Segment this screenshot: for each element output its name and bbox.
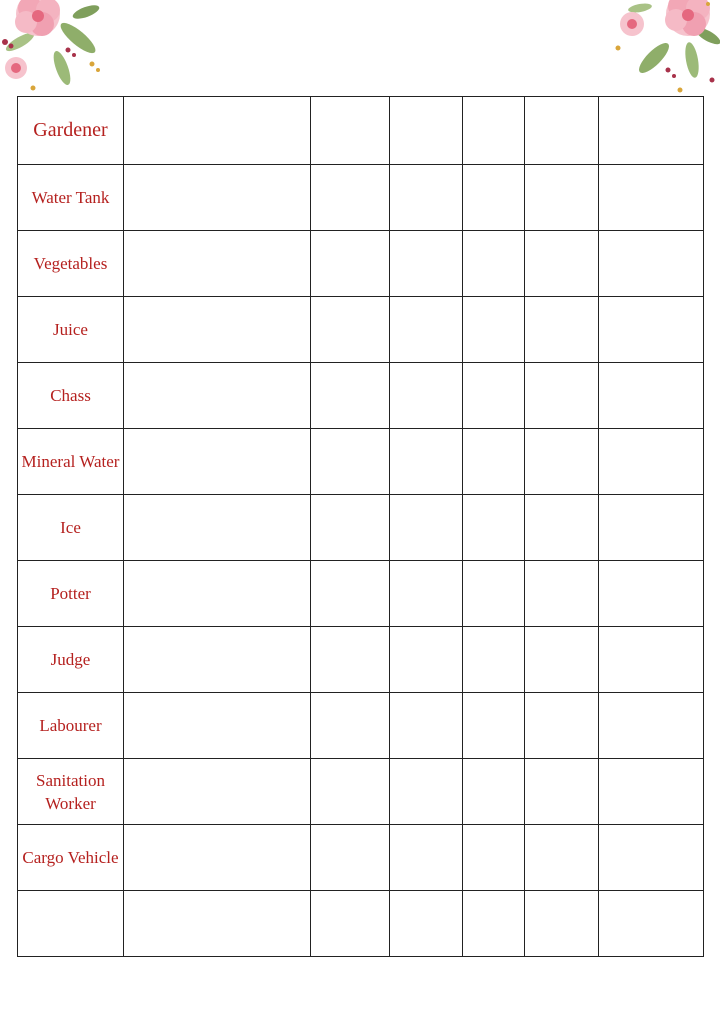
blank-cell[interactable] <box>311 495 390 561</box>
blank-cell[interactable] <box>599 495 704 561</box>
blank-cell[interactable] <box>599 759 704 825</box>
table-row <box>18 165 704 231</box>
blank-cell[interactable] <box>463 97 525 165</box>
table-row <box>18 297 704 363</box>
blank-cell[interactable] <box>311 363 390 429</box>
table-row <box>18 561 704 627</box>
table-row <box>18 825 704 891</box>
row-label-cell <box>18 891 124 957</box>
row-label: Cargo Vehicle <box>22 848 119 867</box>
blank-cell[interactable] <box>599 693 704 759</box>
blank-cell[interactable] <box>311 627 390 693</box>
blank-cell[interactable] <box>311 891 390 957</box>
blank-cell[interactable] <box>463 825 525 891</box>
row-label: Vegetables <box>33 254 108 273</box>
blank-cell[interactable] <box>525 825 599 891</box>
blank-cell[interactable] <box>390 561 463 627</box>
row-label: Water Tank <box>31 188 110 207</box>
blank-cell[interactable] <box>463 561 525 627</box>
blank-cell[interactable] <box>525 231 599 297</box>
blank-cell[interactable] <box>599 297 704 363</box>
row-label-cell <box>18 759 124 825</box>
blank-cell[interactable] <box>124 627 311 693</box>
blank-cell[interactable] <box>463 429 525 495</box>
blank-cell[interactable] <box>525 297 599 363</box>
blank-cell[interactable] <box>124 495 311 561</box>
blank-cell[interactable] <box>599 825 704 891</box>
blank-cell[interactable] <box>390 297 463 363</box>
worksheet-table <box>17 96 704 957</box>
blank-cell[interactable] <box>311 429 390 495</box>
blank-cell[interactable] <box>463 495 525 561</box>
row-label-cell <box>18 97 124 165</box>
row-label-cell <box>18 429 124 495</box>
blank-cell[interactable] <box>124 231 311 297</box>
row-label: Ice <box>60 518 81 537</box>
blank-cell[interactable] <box>525 363 599 429</box>
blank-cell[interactable] <box>525 97 599 165</box>
row-label: Juice <box>53 320 88 339</box>
table-row <box>18 231 704 297</box>
blank-cell[interactable] <box>463 891 525 957</box>
blank-cell[interactable] <box>599 429 704 495</box>
blank-cell[interactable] <box>124 561 311 627</box>
row-label-cell <box>18 165 124 231</box>
row-label-cell <box>18 825 124 891</box>
flower-decoration-right-icon <box>610 0 720 95</box>
table-row <box>18 759 704 825</box>
blank-cell[interactable] <box>599 627 704 693</box>
blank-cell[interactable] <box>311 97 390 165</box>
blank-cell[interactable] <box>599 165 704 231</box>
row-label-cell <box>18 693 124 759</box>
row-label-cell <box>18 627 124 693</box>
table-row <box>18 693 704 759</box>
table-row <box>18 363 704 429</box>
blank-cell[interactable] <box>463 165 525 231</box>
row-label-cell <box>18 495 124 561</box>
blank-cell[interactable] <box>124 825 311 891</box>
row-label: Chass <box>50 386 91 405</box>
row-label: Mineral Water <box>21 452 120 471</box>
blank-cell[interactable] <box>463 297 525 363</box>
table-row <box>18 429 704 495</box>
row-label: Judge <box>50 650 91 669</box>
table-row <box>18 627 704 693</box>
blank-cell[interactable] <box>525 561 599 627</box>
blank-cell[interactable] <box>599 891 704 957</box>
blank-cell[interactable] <box>525 495 599 561</box>
flower-decoration-left-icon <box>0 0 110 95</box>
blank-cell[interactable] <box>390 429 463 495</box>
table-row <box>18 891 704 957</box>
blank-cell[interactable] <box>390 693 463 759</box>
blank-cell[interactable] <box>124 891 311 957</box>
blank-cell[interactable] <box>311 561 390 627</box>
table-row <box>18 495 704 561</box>
blank-cell[interactable] <box>463 759 525 825</box>
blank-cell[interactable] <box>599 231 704 297</box>
row-label: Labourer <box>39 716 102 735</box>
blank-cell[interactable] <box>390 627 463 693</box>
blank-cell[interactable] <box>311 165 390 231</box>
row-label: Sanitation Worker <box>36 770 105 813</box>
blank-cell[interactable] <box>390 363 463 429</box>
blank-cell[interactable] <box>599 97 704 165</box>
blank-cell[interactable] <box>311 759 390 825</box>
blank-cell[interactable] <box>390 165 463 231</box>
blank-cell[interactable] <box>463 627 525 693</box>
blank-cell[interactable] <box>124 165 311 231</box>
blank-cell[interactable] <box>390 759 463 825</box>
row-label-cell <box>18 297 124 363</box>
blank-cell[interactable] <box>599 363 704 429</box>
blank-cell[interactable] <box>311 825 390 891</box>
blank-cell[interactable] <box>124 429 311 495</box>
blank-cell[interactable] <box>463 693 525 759</box>
blank-cell[interactable] <box>390 97 463 165</box>
blank-cell[interactable] <box>390 825 463 891</box>
blank-cell[interactable] <box>525 759 599 825</box>
blank-cell[interactable] <box>390 495 463 561</box>
blank-cell[interactable] <box>124 693 311 759</box>
row-label-cell <box>18 363 124 429</box>
blank-cell[interactable] <box>124 297 311 363</box>
blank-cell[interactable] <box>599 561 704 627</box>
blank-cell[interactable] <box>525 891 599 957</box>
row-label: Gardener <box>33 119 108 141</box>
blank-cell[interactable] <box>311 693 390 759</box>
blank-cell[interactable] <box>124 97 311 165</box>
blank-cell[interactable] <box>463 363 525 429</box>
table-row <box>18 97 704 165</box>
blank-cell[interactable] <box>124 759 311 825</box>
blank-cell[interactable] <box>124 363 311 429</box>
blank-cell[interactable] <box>525 693 599 759</box>
blank-cell[interactable] <box>390 231 463 297</box>
blank-cell[interactable] <box>390 891 463 957</box>
blank-cell[interactable] <box>463 231 525 297</box>
row-label: Potter <box>50 584 91 603</box>
blank-cell[interactable] <box>311 231 390 297</box>
blank-cell[interactable] <box>311 297 390 363</box>
blank-cell[interactable] <box>525 429 599 495</box>
blank-cell[interactable] <box>525 165 599 231</box>
row-label-cell <box>18 561 124 627</box>
blank-cell[interactable] <box>525 627 599 693</box>
row-label-cell <box>18 231 124 297</box>
